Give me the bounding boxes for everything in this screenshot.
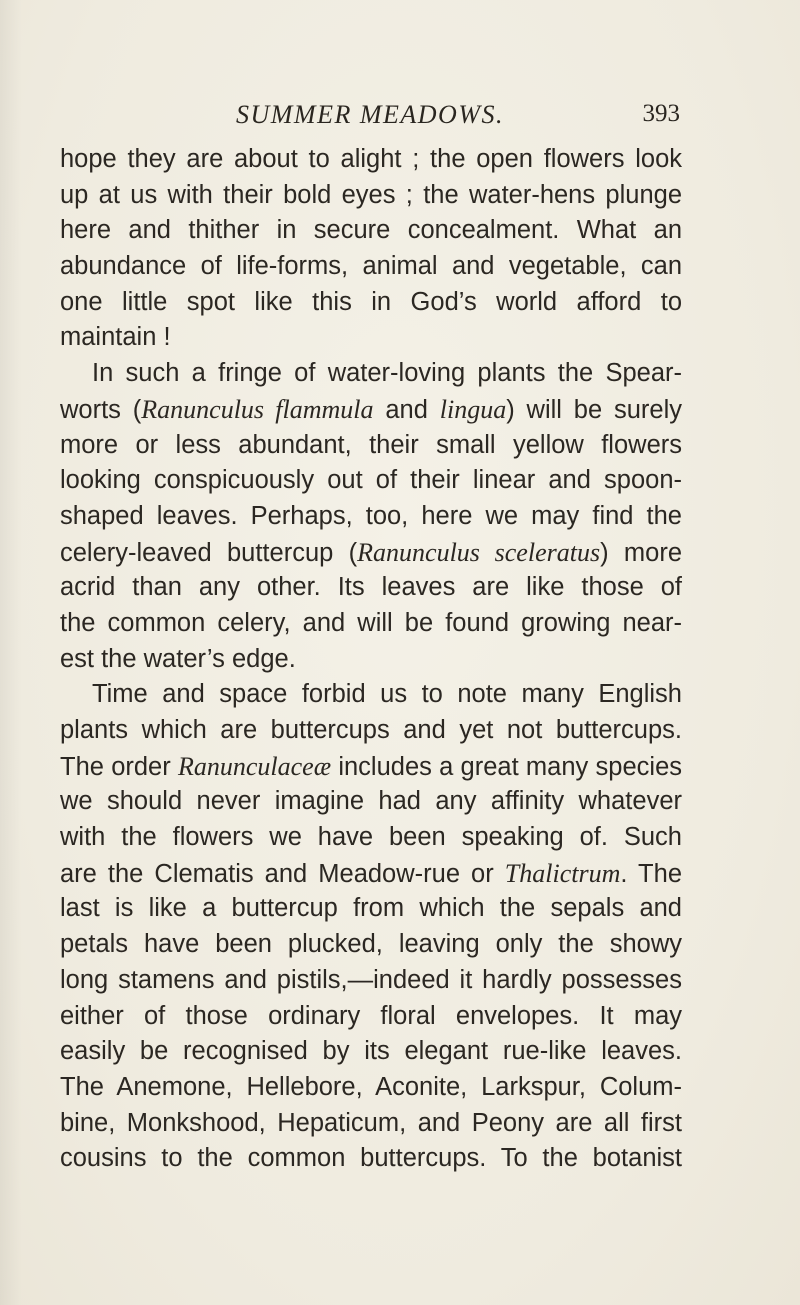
running-title: SUMMER MEADOWS. [236, 100, 504, 129]
text-line: we should never imagine had any affinity whatever [60, 787, 682, 816]
text-line: The order Ranunculaceæ includes a great many species [60, 751, 683, 781]
italic-term: Ranunculus flammula [141, 394, 374, 424]
text-line: The Anemone, Hellebore, Aconite, Larkspur, Colum- [60, 1072, 682, 1101]
text-line: here and thither in secure concealment. What an [60, 216, 682, 245]
text-line: worts (Ranunculus flammula and lingua) will be surely [60, 394, 683, 424]
text-line: est the water’s edge. [60, 644, 296, 673]
text-line: with the flowers we have been speaking of. Such [60, 823, 682, 852]
text-line: Time and space forbid us to note many English [92, 680, 682, 709]
text-line: celery-leaved buttercup (Ranunculus sceleratus) more [60, 537, 682, 567]
text-line: easily be recognised by its elegant rue-like leaves. [60, 1037, 682, 1066]
text-line: one little spot like this in God’s world afford to [60, 287, 682, 316]
text-line: cousins to the common buttercups. To the botanist [60, 1144, 682, 1173]
italic-term: Thalictrum [504, 858, 621, 888]
italic-term: Ranunculus sceleratus [357, 537, 601, 567]
text-line: plants which are buttercups and yet not buttercups. [60, 716, 682, 744]
text-line: In such a fringe of water-loving plants the Spear- [92, 359, 682, 388]
page-number: 393 [642, 100, 680, 127]
text-line: long stamens and pistils,—indeed it hardly possesses [60, 965, 682, 994]
text-line: maintain ! [60, 323, 171, 352]
text-line: petals have been plucked, leaving only the showy [60, 930, 682, 959]
text-line: last is like a buttercup from which the sepals and [60, 894, 682, 923]
text-line: up at us with their bold eyes ; the water-hens plunge [60, 180, 682, 209]
text-line: shaped leaves. Perhaps, too, here we may find the [60, 501, 682, 530]
text-line: either of those ordinary floral envelopes. It may [60, 1001, 682, 1030]
text-line: the common celery, and will be found growing near- [60, 608, 682, 637]
text-line: bine, Monkshood, Hepaticum, and Peony are all first [60, 1108, 682, 1137]
text-line: more or less abundant, their small yellow flowers [60, 430, 682, 459]
italic-term: lingua [439, 394, 507, 424]
italic-term: Ranunculaceæ [177, 751, 332, 781]
text-line: looking conspicuously out of their linear and spoon- [60, 466, 682, 495]
text-line: are the Clematis and Meadow-rue or Thalictrum. The [60, 858, 682, 888]
text-line: hope they are about to alight ; the open flowers look [60, 145, 682, 173]
text-line: abundance of life-forms, animal and vegetable, can [60, 252, 682, 281]
text-line: acrid than any other. Its leaves are like those of [60, 573, 682, 602]
body-text [60, 142, 682, 1177]
running-header [60, 100, 680, 132]
